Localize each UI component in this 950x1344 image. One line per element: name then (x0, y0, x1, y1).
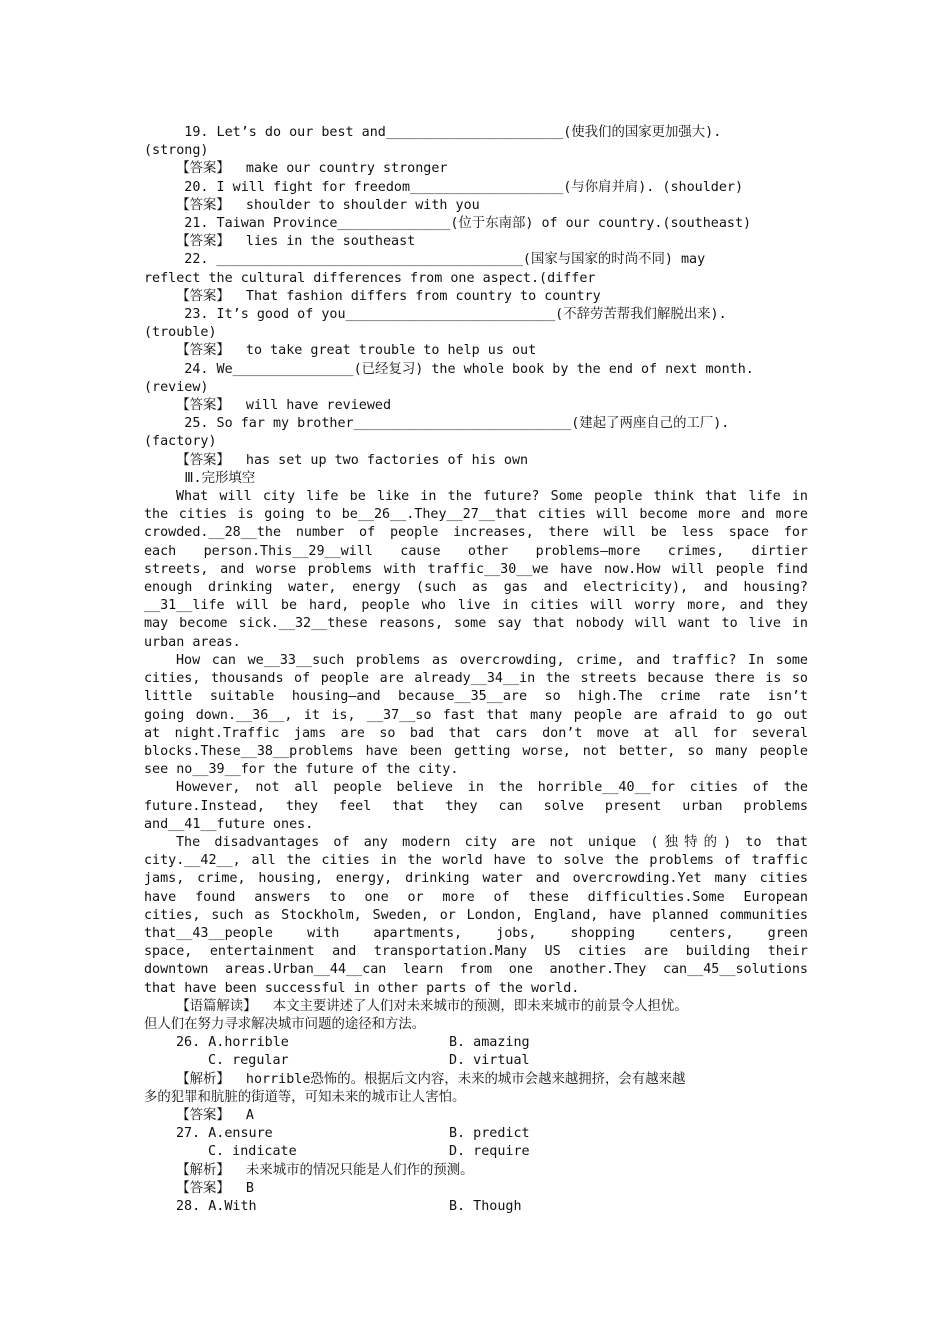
q21-line: 21. Taiwan Province______________(位于东南部) of our country.(southeast) (144, 216, 752, 232)
q27-option-c: C. indicate (208, 1144, 297, 1160)
q23-hint: (trouble) (144, 325, 217, 341)
q26-option-d: D. virtual (449, 1053, 530, 1069)
q27-option-a: 27. A.ensure (176, 1126, 273, 1142)
q28-options-row1 (144, 1198, 808, 1216)
section-heading-cloze: Ⅲ.完形填空 (144, 470, 256, 486)
q26-explanation-continued: 多的犯罪和肮脏的街道等，可知未来的城市让人害怕。 (144, 1089, 466, 1105)
passage-line: __31__life will be hard, people who live in cities will worry more, and they (144, 598, 808, 614)
q22-answer: 【答案】 That fashion differs from country to country (144, 288, 601, 304)
q26-option-c: C. regular (208, 1053, 289, 1069)
passage-line: The disadvantages of any modern city are not unique (独特的) to that (176, 834, 808, 850)
q19-line: 19. Let’s do our best and______________________(使我们的国家更加强大). (144, 125, 722, 140)
passage-line: urban areas. (144, 634, 241, 650)
passage-line: and__41__future ones. (144, 816, 314, 832)
q27-options-row1 (144, 1125, 808, 1143)
passage-line: However, not all people believe in the horrible__40__for cities of the (176, 780, 808, 796)
passage-line: What will city life be like in the future? Some people think that life in (176, 489, 808, 505)
passage-line: little suitable housing—and because__35__are so high.The crime rate isn’t (144, 689, 808, 705)
passage-line: city.__42__, all the cities in the world have to solve the problems of traffic (144, 853, 808, 869)
q27-option-b: B. predict (449, 1126, 530, 1142)
q19-answer: 【答案】 make our country stronger (144, 161, 448, 177)
reading-note-continued: 但人们在努力寻求解决城市问题的途径和方法。 (144, 1016, 426, 1032)
passage-line: going down.__36__, it is, __37__so fast that many people are afraid to go out (144, 707, 808, 723)
q25-answer: 【答案】 has set up two factories of his own (144, 452, 529, 468)
q20-line: 20. I will fight for freedom___________________(与你肩并肩). (shoulder) (144, 179, 744, 195)
q27-explanation: 【解析】 未来城市的情况只能是人们作的预测。 (144, 1162, 474, 1178)
q27-options-row2 (144, 1143, 808, 1161)
q24-answer: 【答案】 will have reviewed (144, 398, 392, 414)
document-page (144, 124, 808, 1216)
q23-answer: 【答案】 to take great trouble to help us out (144, 343, 537, 359)
q22-continued: reflect the cultural differences from one aspect.(differ (144, 270, 596, 286)
q25-line: 25. So far my brother___________________________(建起了两座自己的工厂). (144, 416, 730, 432)
passage-line: cities, thousands of people are already__34__in the streets because there is so (144, 671, 808, 687)
q26-options-row1 (144, 1034, 808, 1052)
passage-line: enough drinking water, energy (such as gas and electricity), and housing? (144, 580, 808, 596)
q24-line: 24. We_______________(已经复习) the whole book by the end of next month. (144, 361, 754, 377)
q26-explanation: 【解析】 horrible恐怖的。根据后文内容，未来的城市会越来越拥挤，会有越来越 (144, 1071, 686, 1087)
passage-line: may become sick.__32__these reasons, some say that nobody will want to live in (144, 616, 808, 632)
passage-line: at night.Traffic jams are so bad that cars don’t move at all for several (144, 725, 808, 741)
q23-line: 23. It’s good of you__________________________(不辞劳苦帮我们解脱出来). (144, 307, 727, 323)
passage-line: that have been successful in other parts of the world. (144, 980, 580, 996)
passage-line: space, entertainment and transportation.Many US cities are building their (144, 944, 808, 960)
passage-line: jams, crime, housing, energy, drinking water and overcrowding.Yet many cities (144, 871, 808, 887)
q27-option-d: D. require (449, 1144, 530, 1160)
q28-option-a: 28. A.With (176, 1198, 257, 1214)
passage-line: have found answers to one or more of these difficulties.Some European (144, 889, 808, 905)
passage-line: downtown areas.Urban__44__can learn from one another.They can__45__solutions (144, 962, 808, 978)
passage-line: the cities is going to be__26__.They__27__that cities will become more and more (144, 507, 808, 523)
reading-note: 【语篇解读】 本文主要讲述了人们对未来城市的预测，即未来城市的前景令人担忧。 (144, 998, 688, 1014)
q26-options-row2 (144, 1052, 808, 1070)
passage-line: streets, and worse problems with traffic__30__we have now.How will people find (144, 561, 808, 577)
q19-hint: (strong) (144, 143, 209, 159)
q26-option-a: 26. A.horrible (176, 1035, 289, 1051)
q20-answer: 【答案】 shoulder to shoulder with you (144, 197, 480, 213)
passage-line: cities, such as Stockholm, Sweden, or London, England, have planned communities (144, 907, 808, 923)
passage-line: How can we__33__such problems as overcrowding, crime, and traffic? In some (176, 652, 808, 668)
passage-line: that__43__people with apartments, jobs, shopping centers, green (144, 925, 808, 941)
q24-hint: (review) (144, 379, 209, 395)
q25-hint: (factory) (144, 434, 217, 450)
q28-option-b: B. Though (449, 1198, 522, 1214)
passage-line: future.Instead, they feel that they can solve present urban problems (144, 798, 808, 814)
passage-line: each person.This__29__will cause other problems—more crimes, dirtier (144, 543, 808, 559)
passage-line: see no__39__for the future of the city. (144, 762, 459, 778)
q26-answer: 【答案】 A (144, 1107, 254, 1123)
passage-line: blocks.These__38__problems have been getting worse, not better, so many people (144, 743, 808, 759)
q22-line: 22. ______________________________________(国家与国家的时尚不同) may (144, 252, 706, 268)
q26-option-b: B. amazing (449, 1035, 530, 1051)
q27-answer: 【答案】 B (144, 1180, 254, 1196)
passage-line: crowded.__28__the number of people increases, there will be less space for (144, 525, 808, 541)
q21-answer: 【答案】 lies in the southeast (144, 234, 416, 250)
